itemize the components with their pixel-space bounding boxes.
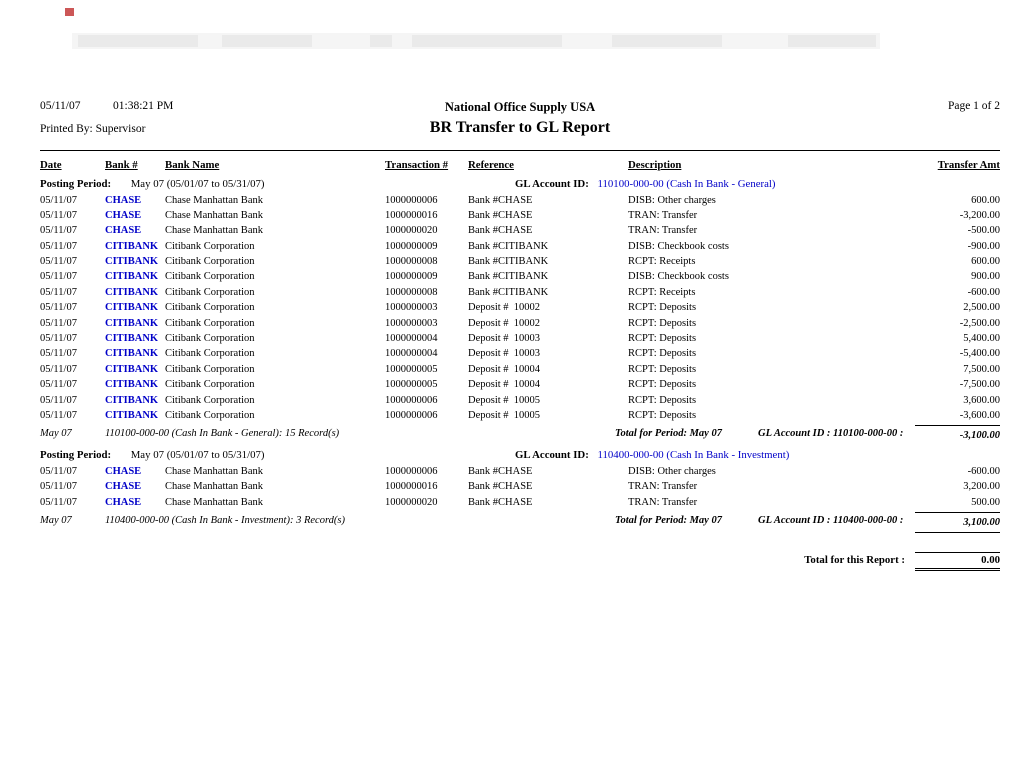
- cell-description: RCPT: Deposits: [628, 409, 697, 421]
- cell-description: TRAN: Transfer: [628, 496, 698, 508]
- col-bank-name: Bank Name: [165, 159, 220, 171]
- period-total-amount: 3,100.00: [915, 512, 1000, 533]
- cell-reference: Bank #CHASE: [468, 209, 533, 221]
- cell-bank-link[interactable]: CITIBANK: [105, 379, 159, 391]
- cell-transaction-number: 1000000005: [385, 379, 438, 391]
- transaction-row: [40, 300, 1000, 315]
- cell-amount: 900.00: [971, 271, 1000, 283]
- period-summary-row: [40, 512, 1000, 531]
- cell-transaction-number: 1000000004: [385, 348, 438, 360]
- report-body: [40, 100, 1000, 575]
- cell-transaction-number: 1000000009: [385, 271, 438, 283]
- cell-transaction-number: 1000000003: [385, 317, 438, 329]
- cell-reference: Bank #CITIBANK: [468, 240, 549, 252]
- cell-reference: Bank #CHASE: [468, 481, 533, 493]
- toolbar-remnant-button: [370, 35, 392, 47]
- cell-date: 05/11/07: [40, 348, 77, 360]
- cell-description: TRAN: Transfer: [628, 225, 698, 237]
- cell-reference: Bank #CHASE: [468, 194, 533, 206]
- cell-reference: Deposit # 10003: [468, 348, 541, 360]
- summary-period: May 07: [40, 428, 72, 440]
- posting-period-label: Posting Period:: [40, 178, 112, 190]
- gl-account-group: [515, 447, 789, 464]
- cell-date: 05/11/07: [40, 379, 77, 391]
- cell-amount: 2,500.00: [963, 302, 1000, 314]
- period-total-account: GL Account ID : 110400-000-00 :: [758, 515, 904, 527]
- cell-date: 05/11/07: [40, 363, 77, 375]
- gl-account-label: GL Account ID:: [515, 178, 589, 190]
- cell-bank-link[interactable]: CITIBANK: [105, 271, 159, 283]
- cell-description: DISB: Other charges: [628, 194, 716, 206]
- toolbar-remnant-button: [412, 35, 562, 47]
- cell-bank-name: Citibank Corporation: [165, 256, 255, 268]
- cell-reference: Bank #CHASE: [468, 465, 533, 477]
- print-date: 05/11/07: [40, 100, 81, 112]
- cell-amount: 3,200.00: [963, 481, 1000, 493]
- transaction-row: [40, 208, 1000, 223]
- cell-date: 05/11/07: [40, 333, 77, 345]
- posting-period-label: Posting Period:: [40, 449, 112, 462]
- cell-date: 05/11/07: [40, 496, 77, 508]
- cell-reference: Deposit # 10005: [468, 394, 541, 406]
- cell-bank-name: Citibank Corporation: [165, 409, 255, 421]
- transaction-row: [40, 223, 1000, 238]
- col-description: Description: [628, 159, 682, 171]
- cell-description: RCPT: Deposits: [628, 379, 697, 391]
- cell-bank-link[interactable]: CITIBANK: [105, 409, 159, 421]
- cell-description: DISB: Checkbook costs: [628, 240, 729, 252]
- col-reference: Reference: [468, 159, 514, 171]
- cell-bank-name: Chase Manhattan Bank: [165, 225, 263, 237]
- cell-reference: Bank #CITIBANK: [468, 286, 549, 298]
- cell-transaction-number: 1000000006: [385, 409, 438, 421]
- cell-amount: -900.00: [967, 240, 1000, 252]
- cell-amount: 7,500.00: [963, 363, 1000, 375]
- company-name: National Office Supply USA: [444, 100, 596, 114]
- gl-account-section: [40, 176, 1000, 444]
- cell-bank-name: Citibank Corporation: [165, 363, 255, 375]
- cell-bank-link[interactable]: CITIBANK: [105, 240, 159, 252]
- cell-bank-link[interactable]: CITIBANK: [105, 286, 159, 298]
- cell-bank-name: Citibank Corporation: [165, 271, 255, 283]
- transaction-row: [40, 479, 1000, 494]
- cell-description: RCPT: Receipts: [628, 256, 696, 268]
- cell-transaction-number: 1000000004: [385, 333, 438, 345]
- cell-date: 05/11/07: [40, 194, 77, 206]
- posting-period-value: May 07 (05/01/07 to 05/31/07): [130, 178, 265, 190]
- cell-date: 05/11/07: [40, 225, 77, 237]
- cell-transaction-number: 1000000006: [385, 394, 438, 406]
- transaction-row: [40, 316, 1000, 331]
- cell-date: 05/11/07: [40, 394, 77, 406]
- cell-transaction-number: 1000000006: [385, 194, 438, 206]
- col-bank-number: Bank #: [105, 159, 138, 171]
- gl-account-link[interactable]: 110100-000-00 (Cash In Bank - General): [597, 178, 776, 190]
- cell-reference: Deposit # 10004: [468, 363, 541, 375]
- posting-period-value: May 07 (05/01/07 to 05/31/07): [130, 449, 265, 462]
- cell-description: RCPT: Deposits: [628, 394, 697, 406]
- cell-bank-link[interactable]: CHASE: [105, 209, 142, 221]
- cell-amount: -600.00: [967, 286, 1000, 298]
- cell-bank-name: Citibank Corporation: [165, 394, 255, 406]
- transaction-row: [40, 377, 1000, 392]
- period-total-amount: -3,100.00: [915, 425, 1000, 444]
- col-date: Date: [40, 159, 62, 171]
- posting-period-row: [40, 176, 1000, 193]
- transaction-row: [40, 362, 1000, 377]
- cell-reference: Bank #CITIBANK: [468, 271, 549, 283]
- transaction-row: [40, 408, 1000, 423]
- transaction-row: [40, 239, 1000, 254]
- cell-reference: Deposit # 10004: [468, 379, 541, 391]
- cell-bank-name: Citibank Corporation: [165, 302, 255, 314]
- report-header: [40, 100, 1000, 151]
- cell-reference: Deposit # 10002: [468, 302, 541, 314]
- header-divider: [40, 150, 1000, 151]
- page-indicator: Page 1 of 2: [947, 100, 1000, 112]
- toolbar-remnant-mark: [65, 8, 74, 16]
- cell-bank-name: Citibank Corporation: [165, 379, 255, 391]
- cell-amount: -3,200.00: [959, 209, 1000, 221]
- report-title: BR Transfer to GL Report: [429, 119, 611, 136]
- cell-bank-name: Citibank Corporation: [165, 333, 255, 345]
- cell-bank-name: Chase Manhattan Bank: [165, 496, 263, 508]
- report-total-row: [40, 551, 1000, 575]
- cell-bank-name: Chase Manhattan Bank: [165, 465, 263, 477]
- report-sections: [40, 176, 1000, 531]
- cell-amount: -3,600.00: [959, 409, 1000, 421]
- transaction-row: [40, 285, 1000, 300]
- cell-bank-link[interactable]: CITIBANK: [105, 394, 159, 406]
- cell-amount: 5,400.00: [963, 333, 1000, 345]
- cell-reference: Bank #CITIBANK: [468, 256, 549, 268]
- cell-bank-name: Citibank Corporation: [165, 348, 255, 360]
- cell-description: TRAN: Transfer: [628, 209, 698, 221]
- cell-date: 05/11/07: [40, 302, 77, 314]
- cell-transaction-number: 1000000020: [385, 225, 438, 237]
- cell-bank-link[interactable]: CHASE: [105, 225, 142, 237]
- transaction-row: [40, 393, 1000, 408]
- cell-bank-link[interactable]: CITIBANK: [105, 333, 159, 345]
- cell-description: TRAN: Transfer: [628, 481, 698, 493]
- gl-account-label: GL Account ID:: [515, 449, 589, 462]
- cell-transaction-number: 1000000005: [385, 363, 438, 375]
- cell-date: 05/11/07: [40, 409, 77, 421]
- cell-amount: -5,400.00: [959, 348, 1000, 360]
- period-summary-row: [40, 425, 1000, 444]
- cell-amount: 3,600.00: [963, 394, 1000, 406]
- cell-transaction-number: 1000000020: [385, 496, 438, 508]
- cell-date: 05/11/07: [40, 481, 77, 493]
- cell-transaction-number: 1000000003: [385, 302, 438, 314]
- cell-description: RCPT: Deposits: [628, 348, 697, 360]
- gl-account-section: [40, 447, 1000, 531]
- summary-account-text: 110100-000-00 (Cash In Bank - General): 15 Record(s): [105, 428, 340, 440]
- cell-bank-link[interactable]: CHASE: [105, 194, 142, 206]
- cell-reference: Deposit # 10002: [468, 317, 541, 329]
- period-total-label: Total for Period: May 07: [615, 515, 722, 527]
- toolbar-remnant-button: [78, 35, 198, 47]
- cell-bank-name: Chase Manhattan Bank: [165, 481, 263, 493]
- cell-date: 05/11/07: [40, 240, 77, 252]
- column-header-row: [40, 159, 1000, 176]
- cell-bank-link[interactable]: CITIBANK: [105, 348, 159, 360]
- gl-account-link[interactable]: 110400-000-00 (Cash In Bank - Investment): [597, 449, 790, 462]
- printed-by: Printed By: Supervisor: [40, 123, 146, 135]
- period-total-label: Total for Period: May 07: [615, 428, 722, 440]
- cell-description: DISB: Other charges: [628, 465, 716, 477]
- cell-bank-name: Citibank Corporation: [165, 240, 255, 252]
- print-time: 01:38:21 PM: [113, 100, 174, 112]
- report-total-label: Total for this Report :: [804, 554, 905, 567]
- cell-description: RCPT: Deposits: [628, 333, 697, 345]
- header-row-1: [40, 100, 1000, 119]
- detail-rows: [40, 464, 1000, 510]
- cell-bank-name: Citibank Corporation: [165, 317, 255, 329]
- cell-bank-name: Chase Manhattan Bank: [165, 209, 263, 221]
- col-transaction-number: Transaction #: [385, 159, 449, 171]
- report-total-amount: 0.00: [915, 552, 1000, 571]
- period-total-account: GL Account ID : 110100-000-00 :: [758, 428, 904, 440]
- cell-reference: Bank #CHASE: [468, 225, 533, 237]
- transaction-row: [40, 254, 1000, 269]
- cell-transaction-number: 1000000008: [385, 256, 438, 268]
- transaction-row: [40, 346, 1000, 361]
- cell-amount: -600.00: [967, 465, 1000, 477]
- cell-bank-link[interactable]: CITIBANK: [105, 317, 159, 329]
- cell-reference: Bank #CHASE: [468, 496, 533, 508]
- col-transfer-amt: Transfer Amt: [937, 159, 1000, 171]
- transaction-row: [40, 495, 1000, 510]
- cell-date: 05/11/07: [40, 286, 77, 298]
- transaction-row: [40, 464, 1000, 479]
- transaction-row: [40, 269, 1000, 284]
- gl-account-group: [515, 176, 776, 193]
- cell-amount: 600.00: [971, 256, 1000, 268]
- cell-transaction-number: 1000000016: [385, 209, 438, 221]
- cell-amount: -2,500.00: [959, 317, 1000, 329]
- cell-transaction-number: 1000000009: [385, 240, 438, 252]
- cell-transaction-number: 1000000016: [385, 481, 438, 493]
- cell-date: 05/11/07: [40, 271, 77, 283]
- cell-transaction-number: 1000000008: [385, 286, 438, 298]
- summary-account-text: 110400-000-00 (Cash In Bank - Investment): 3 Record(s): [105, 515, 345, 527]
- cell-reference: Deposit # 10005: [468, 409, 541, 421]
- cell-date: 05/11/07: [40, 317, 77, 329]
- cell-bank-name: Chase Manhattan Bank: [165, 194, 263, 206]
- cell-description: DISB: Checkbook costs: [628, 271, 729, 283]
- cell-reference: Deposit # 10003: [468, 333, 541, 345]
- cell-bank-link[interactable]: CITIBANK: [105, 256, 159, 268]
- transaction-row: [40, 331, 1000, 346]
- cell-bank-link[interactable]: CHASE: [105, 465, 142, 477]
- toolbar-remnant-button: [612, 35, 722, 47]
- cell-amount: 600.00: [971, 194, 1000, 206]
- posting-period-row: [40, 447, 1000, 464]
- cell-description: RCPT: Deposits: [628, 317, 697, 329]
- cell-date: 05/11/07: [40, 465, 77, 477]
- header-row-2: [40, 119, 1000, 146]
- cell-transaction-number: 1000000006: [385, 465, 438, 477]
- cell-amount: 500.00: [971, 496, 1000, 508]
- summary-period: May 07: [40, 515, 72, 527]
- cell-bank-name: Citibank Corporation: [165, 286, 255, 298]
- cell-bank-link[interactable]: CHASE: [105, 481, 142, 493]
- cell-amount: -500.00: [967, 225, 1000, 237]
- transaction-row: [40, 193, 1000, 208]
- cell-date: 05/11/07: [40, 209, 77, 221]
- toolbar-remnant-button: [222, 35, 312, 47]
- cell-description: RCPT: Receipts: [628, 286, 696, 298]
- cell-description: RCPT: Deposits: [628, 363, 697, 375]
- cell-bank-link[interactable]: CITIBANK: [105, 363, 159, 375]
- cell-bank-link[interactable]: CITIBANK: [105, 302, 159, 314]
- cell-amount: -7,500.00: [959, 379, 1000, 391]
- cell-bank-link[interactable]: CHASE: [105, 496, 142, 508]
- detail-rows: [40, 193, 1000, 424]
- cell-date: 05/11/07: [40, 256, 77, 268]
- toolbar-remnant-button: [788, 35, 876, 47]
- toolbar-remnant-strip: [72, 33, 880, 49]
- cell-description: RCPT: Deposits: [628, 302, 697, 314]
